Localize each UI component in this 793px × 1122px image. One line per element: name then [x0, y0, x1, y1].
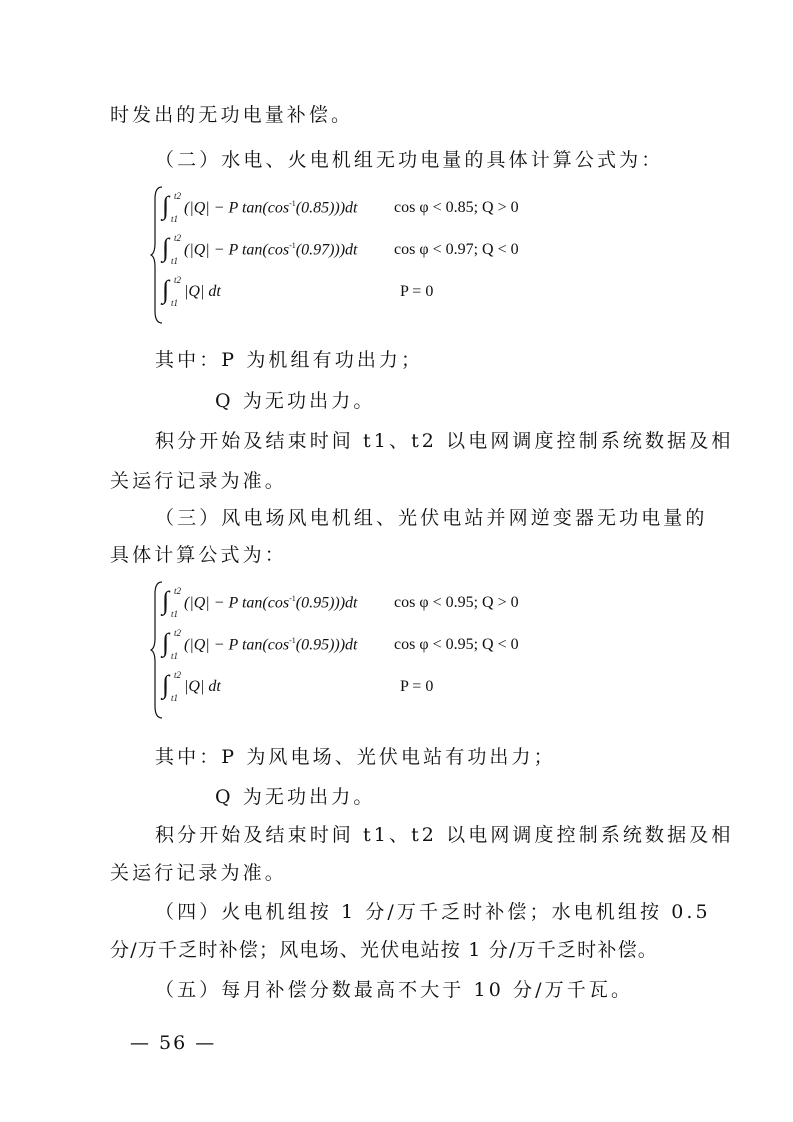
- condition: cos φ < 0.95; Q > 0: [394, 594, 519, 611]
- upper-limit: t2: [174, 233, 182, 243]
- paragraph-line: 分/万千乏时补偿；风电场、光伏电站按 1 分/万千乏时补偿。: [110, 939, 658, 961]
- section-heading-2: （二）水电、火电机组无功电量的具体计算公式为：: [155, 149, 664, 171]
- page-number: — 56 —: [130, 1032, 217, 1054]
- upper-limit: t2: [174, 628, 182, 638]
- paragraph-line: 其中：P 为风电场、光伏电站有功出力；: [155, 746, 556, 768]
- integrand: (|Q| − P $\tan(\cos^{-1}(0.85)))dt$: [184, 199, 358, 217]
- integrand: (|Q| − P $\tan(\cos^{-1}(0.97)))dt$: [184, 241, 358, 259]
- section-heading-5: （五）每月补偿分数最高不大于 10 分/万千瓦。: [155, 979, 634, 1001]
- integrand: (|Q| − P $\tan(\cos^{-1}(0.95)))dt$: [184, 594, 358, 612]
- paragraph-line: 关运行记录为准。: [110, 862, 287, 884]
- lower-limit: t1: [171, 256, 179, 266]
- paragraph-line: Q 为无功出力。: [215, 390, 376, 412]
- formula-wind-solar: [150, 580, 570, 720]
- upper-limit: t2: [174, 586, 182, 596]
- paragraph-line: 积分开始及结束时间 t1、t2 以电网调度控制系统数据及相: [155, 430, 734, 452]
- integrand: |Q| dt: [184, 283, 221, 300]
- integral-sign: ∫: [162, 670, 170, 699]
- lower-limit: t1: [171, 214, 179, 224]
- lower-limit: t1: [171, 693, 179, 703]
- integral-sign: ∫: [162, 233, 170, 262]
- section-heading-3: （三）风电场风电机组、光伏电站并网逆变器无功电量的: [155, 507, 708, 529]
- section-heading-4: （四）火电机组按 1 分/万千乏时补偿；水电机组按 0.5: [155, 901, 711, 923]
- paragraph-line: 积分开始及结束时间 t1、t2 以电网调度控制系统数据及相: [155, 824, 734, 846]
- paragraph-line: 关运行记录为准。: [110, 470, 287, 492]
- condition: cos φ < 0.85; Q > 0: [394, 199, 519, 216]
- condition: P = 0: [400, 283, 434, 300]
- integral-sign: ∫: [162, 275, 170, 304]
- integral-sign: ∫: [162, 628, 170, 657]
- paragraph-line: 具体计算公式为：: [110, 544, 287, 566]
- formula-hydro-thermal: [150, 185, 570, 325]
- lower-limit: t1: [171, 609, 179, 619]
- paragraph-line: 时发出的无功电量补偿。: [110, 104, 354, 126]
- integrand: |Q| dt: [184, 678, 221, 695]
- integral-sign: ∫: [162, 191, 170, 220]
- paragraph-line: 其中：P 为机组有功出力；: [155, 349, 424, 371]
- lower-limit: t1: [171, 651, 179, 661]
- condition: cos φ < 0.97; Q < 0: [394, 241, 519, 258]
- lower-limit: t1: [171, 298, 179, 308]
- condition: P = 0: [400, 678, 434, 695]
- paragraph-line: Q 为无功出力。: [215, 786, 376, 808]
- condition: cos φ < 0.95; Q < 0: [394, 636, 519, 653]
- upper-limit: t2: [174, 670, 182, 680]
- upper-limit: t2: [174, 275, 182, 285]
- integral-sign: ∫: [162, 586, 170, 615]
- integrand: (|Q| − P $\tan(\cos^{-1}(0.95)))dt$: [184, 636, 358, 654]
- upper-limit: t2: [174, 191, 182, 201]
